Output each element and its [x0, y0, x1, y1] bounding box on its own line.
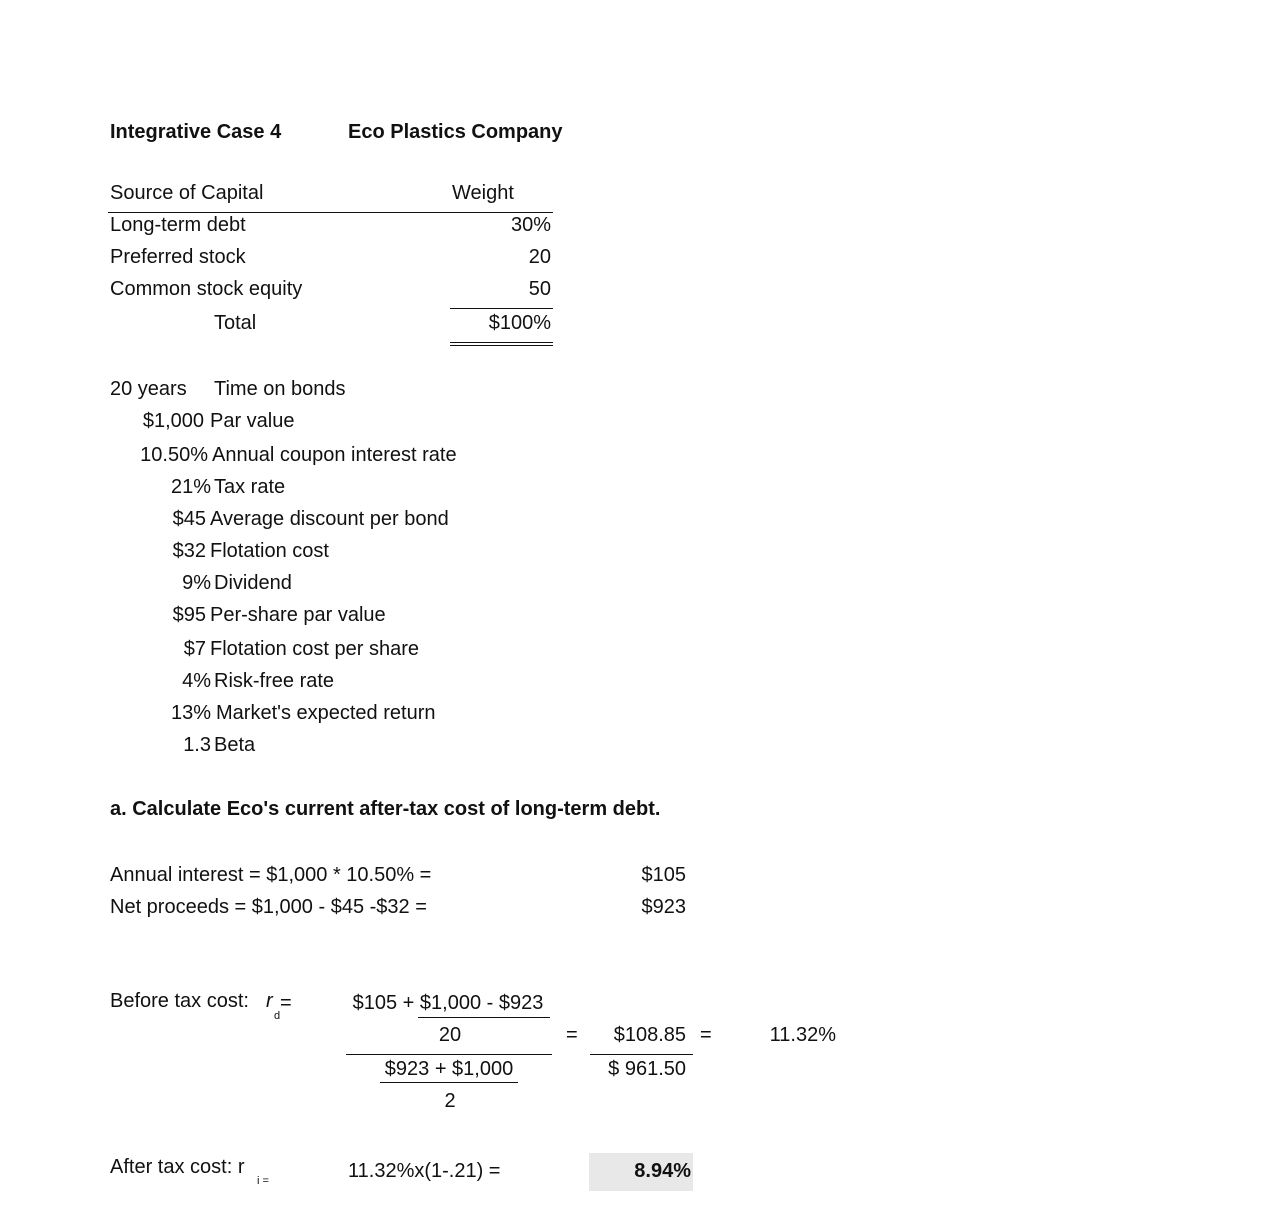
formula-numerator-divisor: 20	[438, 1024, 462, 1046]
total-double-rule	[450, 342, 553, 346]
assumption-value: 13%	[170, 702, 211, 724]
row-source-common-stock: Common stock equity	[110, 278, 303, 300]
total-label: Total	[214, 312, 257, 334]
numerator-result: $108.85	[613, 1024, 686, 1046]
equals-sign: =	[700, 1024, 712, 1046]
row-weight-long-term-debt: 30%	[510, 214, 551, 236]
total-top-rule	[450, 308, 553, 309]
assumption-label: Beta	[214, 734, 256, 756]
formula-denominator-divisor: 2	[444, 1090, 456, 1112]
result-fraction-bar	[590, 1054, 693, 1055]
before-tax-subscript: d	[274, 1010, 281, 1022]
assumption-label: Time on bonds	[214, 378, 346, 400]
before-tax-equals: =	[280, 992, 292, 1014]
assumption-label: Flotation cost per share	[210, 638, 419, 660]
question-a: a. Calculate Eco's current after-tax cost of long-term debt.	[110, 798, 661, 820]
assumption-value: $45	[172, 508, 206, 530]
row-weight-common-stock: 50	[528, 278, 551, 300]
formula-numerator-underline	[418, 1017, 550, 1018]
assumption-label: Per-share par value	[210, 604, 386, 626]
formula-numerator: $105 + $1,000 - $923	[352, 992, 544, 1014]
assumption-label: Risk-free rate	[214, 670, 335, 692]
after-tax-result: 8.94%	[634, 1160, 691, 1182]
total-value: $100%	[488, 312, 551, 334]
assumption-value: $1,000	[142, 410, 204, 432]
net-proceeds-value: $923	[641, 896, 686, 918]
equals-sign: =	[566, 1024, 578, 1046]
col-header-source: Source of Capital	[110, 182, 264, 204]
formula-denominator: $923 + $1,000	[384, 1058, 514, 1080]
assumption-label: Flotation cost	[210, 540, 329, 562]
assumption-value: 21%	[170, 476, 211, 498]
case-label: Integrative Case 4	[110, 121, 282, 143]
row-source-preferred-stock: Preferred stock	[110, 246, 246, 268]
row-weight-preferred-stock: 20	[528, 246, 551, 268]
annual-interest-label: Annual interest = $1,000 * 10.50% =	[110, 864, 432, 886]
assumption-value: $7	[183, 638, 206, 660]
assumption-label: Tax rate	[214, 476, 286, 498]
after-tax-label: After tax cost: r	[110, 1156, 245, 1178]
row-source-long-term-debt: Long-term debt	[110, 214, 246, 236]
annual-interest-value: $105	[641, 864, 686, 886]
col-header-weight: Weight	[452, 182, 514, 204]
assumption-value: 1.3	[183, 734, 211, 756]
before-tax-label: Before tax cost:	[110, 990, 249, 1012]
assumption-value: 20 years	[110, 378, 187, 400]
after-tax-formula: 11.32%x(1-.21) =	[348, 1160, 501, 1182]
assumption-label: Dividend	[214, 572, 292, 594]
assumption-value: 10.50%	[140, 444, 208, 466]
assumption-label: Average discount per bond	[210, 508, 449, 530]
assumption-value: 9%	[182, 572, 211, 594]
after-tax-subscript: i =	[257, 1175, 269, 1187]
assumption-label: Market's expected return	[216, 702, 436, 724]
assumption-label: Par value	[210, 410, 295, 432]
assumption-value: 4%	[182, 670, 211, 692]
assumption-value: $95	[172, 604, 206, 626]
assumption-label: Annual coupon interest rate	[212, 444, 457, 466]
formula-denominator-underline	[380, 1082, 518, 1083]
before-tax-symbol: r	[266, 990, 273, 1012]
company-name: Eco Plastics Company	[348, 121, 563, 143]
denominator-result: $ 961.50	[608, 1058, 686, 1080]
formula-main-fraction-bar	[346, 1054, 552, 1055]
net-proceeds-label: Net proceeds = $1,000 - $45 -$32 =	[110, 896, 427, 918]
before-tax-result: 11.32%	[769, 1024, 836, 1046]
assumption-value: $32	[172, 540, 206, 562]
